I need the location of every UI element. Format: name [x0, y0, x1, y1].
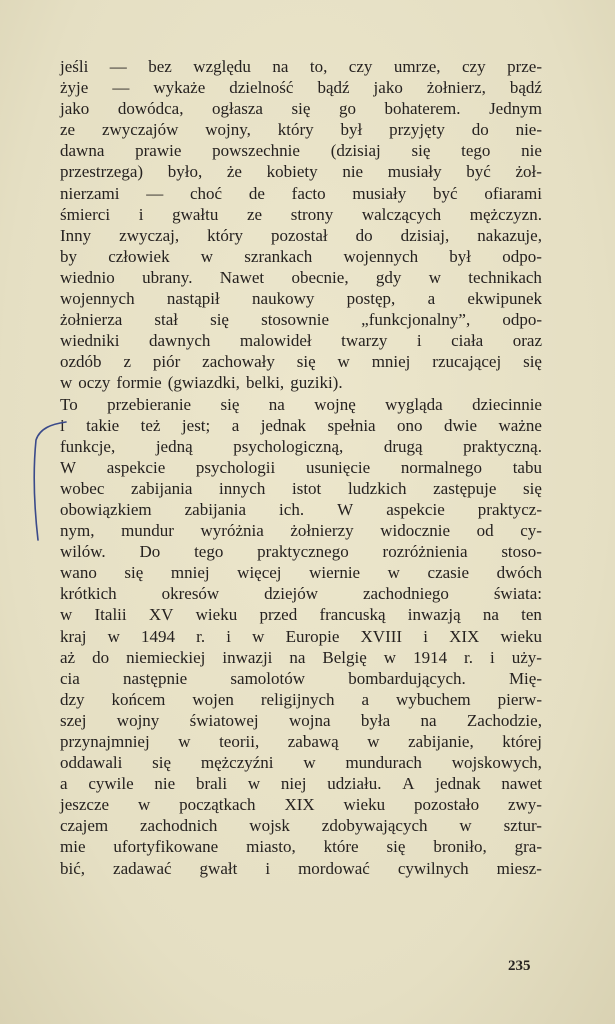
text-line: wiednio ubrany. Nawet obecnie, gdy w technikach [60, 267, 542, 287]
text-line: wojennych nastąpił naukowy postęp, a ekwipunek [60, 289, 542, 309]
page-number: 235 [508, 958, 531, 974]
text-line: jeszcze w początkach XIX wieku pozostało zwy- [60, 795, 542, 815]
text-line: wilów. Do tego praktycznego rozróżnienia stoso- [60, 542, 542, 562]
text-line: przestrzega) było, że kobiety nie musiały być żoł- [60, 162, 542, 182]
text-line: przynajmniej w teorii, zabawą w zabijanie, której [60, 732, 542, 751]
text-line: nym, mundur wyróżnia żołnierzy widocznie od cy- [60, 521, 542, 541]
text-line: bić, zadawać gwałt i mordować cywilnych miesz- [60, 858, 542, 878]
text-line: ze zwyczajów wojny, który był przyjęty do nie- [60, 120, 542, 140]
text-line: W aspekcie psychologii usunięcie normalnego tabu [60, 457, 542, 477]
text-line: śmierci i gwałtu ze strony walczących mężczyzn. [60, 204, 542, 224]
text-line: cia następnie samolotów bombardujących. Mię- [60, 668, 542, 688]
text-line: wiedniki dawnych malowideł twarzy i ciała oraz [60, 331, 542, 351]
text-line: dawna prawie powszechnie (dzisiaj się tego nie [60, 141, 542, 161]
body-text [60, 56, 542, 879]
text-line: jako dowódca, ogłasza się go bohaterem. Jednym [60, 99, 542, 119]
text-line: aż do niemieckiej inwazji na Belgię w 1914 r. i uży- [60, 647, 542, 667]
text-line: żyje — wykaże dzielność bądź jako żołnierz, bądź [60, 78, 542, 98]
text-line: wobec zabijania innych istot ludzkich zastępuje się [60, 478, 542, 498]
text-line: nierzami — choć de facto musiały być ofiarami [60, 183, 542, 203]
text-line: oddawali się mężczyźni w mundurach wojskowych, [60, 753, 542, 773]
text-line: w oczy formie (gwiazdki, belki, guziki). [60, 373, 343, 393]
text-line: dzy końcem wojen religijnych a wybuchem pierw- [60, 689, 542, 709]
text-line: by człowiek w szrankach wojennych był odpo- [60, 246, 542, 266]
text-line: żołnierza stał się stosownie „funkcjonalny”, odpo- [60, 310, 542, 330]
text-line: krótkich okresów dziejów zachodniego świata: [60, 584, 542, 604]
text-line: funkcje, jedną psychologiczną, drugą praktyczną. [60, 436, 542, 456]
text-line: czajem zachodnich wojsk zdobywających w sztur- [60, 816, 542, 836]
text-line: mie ufortyfikowane miasto, które się broniło, gra- [60, 837, 542, 857]
text-line: a cywile nie brali w niej udziału. A jednak nawet [60, 774, 542, 794]
text-line: ozdób z piór zachowały się w mniej rzucającej się [60, 352, 542, 372]
text-line: jeśli — bez względu na to, czy umrze, czy prze- [60, 57, 542, 76]
text-line: To przebieranie się na wojnę wygląda dziecinnie [60, 394, 542, 414]
text-line: w Italii XV wieku przed francuską inwazją na ten [60, 605, 542, 625]
text-line: Inny zwyczaj, który pozostał do dzisiaj, nakazuje, [60, 225, 542, 245]
text-line: obowiązkiem zabijania ich. W aspekcie praktycz- [60, 499, 542, 519]
text-line: i takie też jest; a jednak spełnia ono dwie ważne [60, 415, 542, 435]
text-line: kraj w 1494 r. i w Europie XVIII i XIX wieku [60, 626, 542, 646]
text-line: wano się mniej więcej wiernie w czasie dwóch [60, 563, 542, 583]
text-line: szej wojny światowej wojna była na Zachodzie, [60, 710, 542, 730]
